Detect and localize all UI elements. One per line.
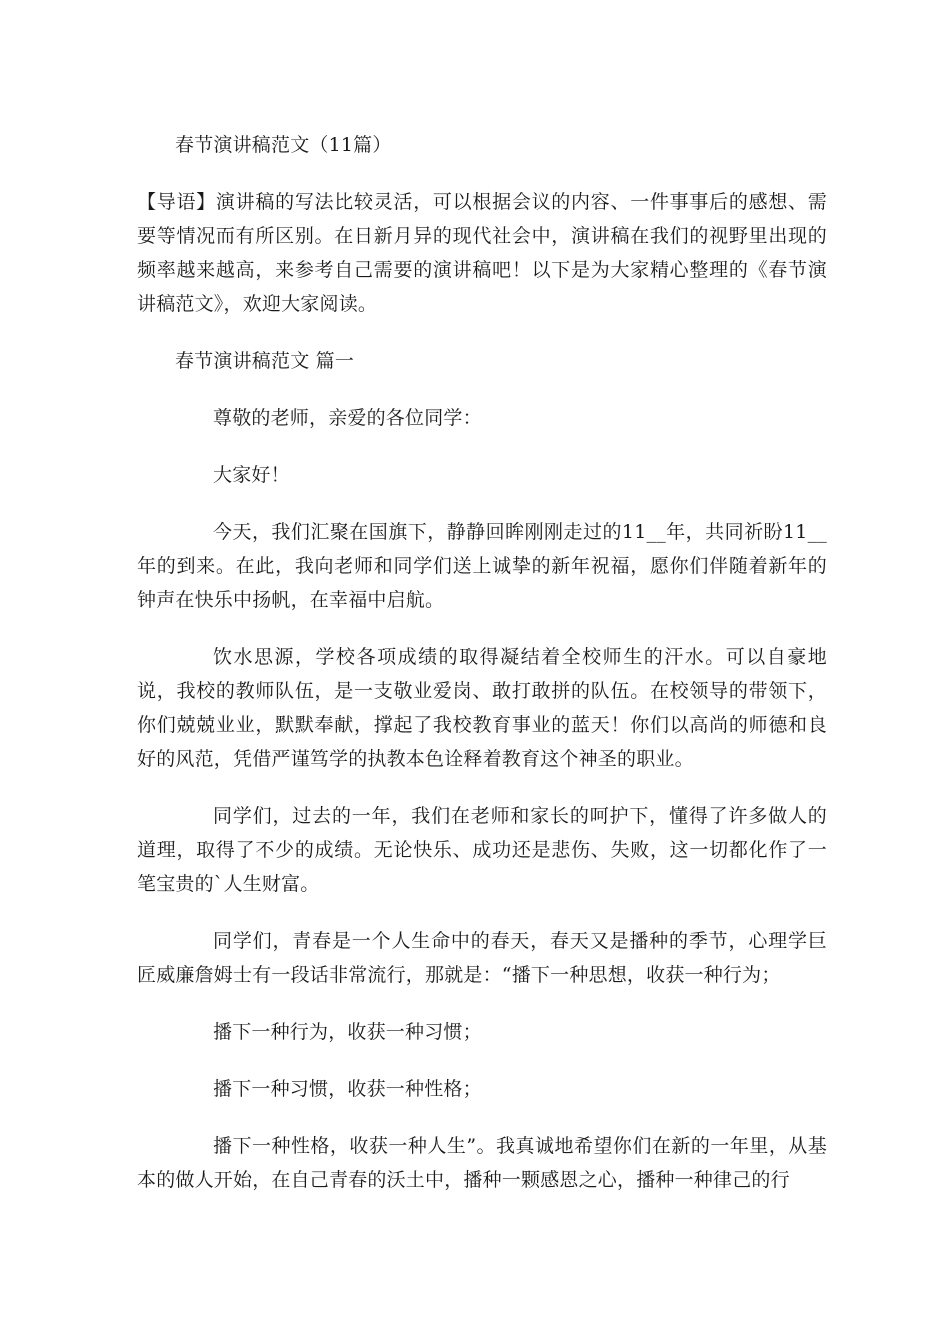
body-paragraph: 同学们，过去的一年，我们在老师和家长的呵护下，懂得了许多做人的道理，取得了不少的成绩。无论快乐、成功还是悲伤、失败，这一切都化作了一笔宝贵的`人生财富。	[137, 805, 827, 895]
greeting: 大家好！	[213, 464, 290, 486]
body-paragraph: 今天，我们汇聚在国旗下，静静回眸刚刚走过的11__年，共同祈盼11__年的到来。在此，我向老师和同学们送上诚挚的新年祝福，愿你们伴随着新年的钟声在快乐中扬帆，在幸福中启航。	[137, 521, 827, 611]
body-paragraph: 同学们，青春是一个人生命中的春天，春天又是播种的季节，心理学巨匠威廉詹姆士有一段话非常流行，那就是：“播下一种思想，收获一种行为；	[137, 930, 827, 986]
intro-paragraph: 【导语】演讲稿的写法比较灵活，可以根据会议的内容、一件事事后的感想、需要等情况而有所区别。在日新月异的现代社会中，演讲稿在我们的视野里出现的频率越来越高，来参考自己需要的演讲稿吧！以下是为大家精心整理的《春节演讲稿范文》，欢迎大家阅读。	[137, 191, 827, 315]
section-title: 春节演讲稿范文 篇一	[175, 350, 355, 372]
quote-line: 播下一种行为，收获一种习惯；	[213, 1021, 482, 1043]
body-paragraph: 饮水思源，学校各项成绩的取得凝结着全校师生的汗水。可以自豪地说，我校的教师队伍，是一支敬业爱岗、敢打敢拼的队伍。在校领导的带领下，你们兢兢业业，默默奉献，撑起了我校教育事业的蓝天！你们以高尚的师德和良好的风范，凭借严谨笃学的执教本色诠释着教育这个神圣的职业。	[137, 646, 827, 770]
salutation: 尊敬的老师，亲爱的各位同学：	[213, 407, 482, 429]
quote-line: 播下一种习惯，收获一种性格；	[213, 1078, 482, 1100]
document-title: 春节演讲稿范文（11篇）	[175, 134, 392, 156]
document-body	[137, 128, 827, 1220]
body-paragraph: 播下一种性格，收获一种人生”。我真诚地希望你们在新的一年里，从基本的做人开始，在自己青春的沃土中，播种一颗感恩之心，播种一种律己的行	[137, 1135, 827, 1191]
